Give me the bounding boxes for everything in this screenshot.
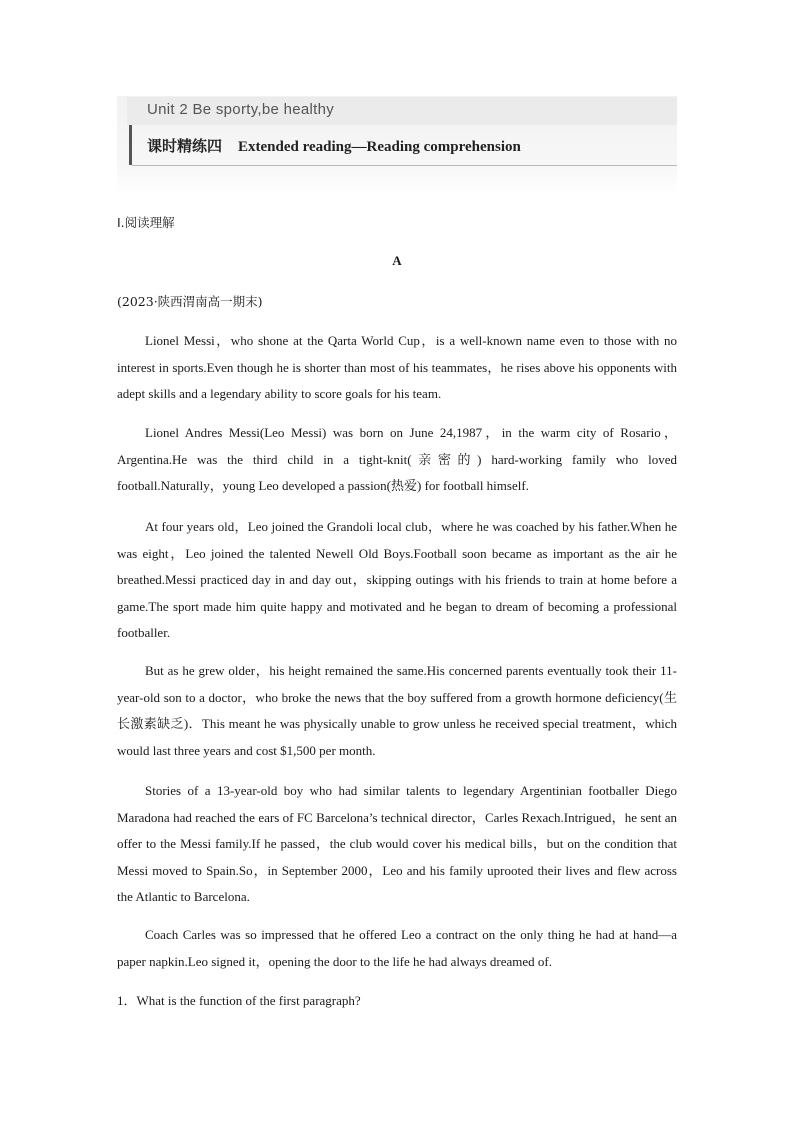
question-1: 1．What is the function of the first paragraph? xyxy=(117,993,361,1008)
lesson-title-en: Extended reading—Reading comprehension xyxy=(238,139,521,155)
passage-letter: A xyxy=(392,253,402,268)
paragraph-4: But as he grew older，his height remained the same.His concerned parents eventually took their 11-year-old son to a doctor，who broke the news that the boy suffered from a growth hormone deficiency(生长激素缺乏)．This meant he was physically unable to grow unless he received special treatment，which would last three years and cost $1,500 per month. xyxy=(117,663,677,758)
paragraph-3: At four years old，Leo joined the Grandoli local club，where he was coached by his father.When he was eight，Leo joined the talented Newell Old Boys.Football soon became as important as the air he breathed.Messi practiced day in and day out，skipping outings with his friends to train at home before a game.The sport made him quite happy and motivated and he began to dream of becoming a professional footballer. xyxy=(117,519,677,640)
unit-title: Unit 2 Be sporty,be healthy xyxy=(147,101,335,118)
paragraph-6: Coach Carles was so impressed that he offered Leo a contract on the only thing he had at hand—a paper napkin.Leo signed it，opening the door to the life he had always dreamed of. xyxy=(117,927,677,969)
paragraph-5: Stories of a 13-year-old boy who had similar talents to legendary Argentinian footballer Diego Maradona had reached the ears of FC Barcelona’s technical director，Carles Rexach.Intrigued，he sent an offer to the Messi family.If he passed，the club would cover his medical bills，but on the condition that Messi moved to Spain.So，in September 2000，Leo and his family uprooted their lives and flew across the Atlantic to Barcelona. xyxy=(117,783,677,904)
lesson-title xyxy=(147,135,521,156)
header-divider xyxy=(132,165,677,166)
lesson-title-cn: 课时精练四 xyxy=(147,137,223,155)
section-heading: Ⅰ.阅读理解 xyxy=(117,215,175,230)
paragraph-2: Lionel Andres Messi(Leo Messi) was born on June 24,1987，in the warm city of Rosario，Argentina.He was the third child in a tight-knit(亲密的) hard-working family who loved football.Naturally，young Leo developed a passion(热爱) for football himself. xyxy=(117,425,677,493)
paragraph-1: Lionel Messi，who shone at the Qarta World Cup，is a well-known name even to those with no interest in sports.Even though he is shorter than most of his teammates，he rises above his opponents with adept skills and a legendary ability to score goals for his team. xyxy=(117,333,677,401)
passage-source: (2023·陕西渭南高一期末) xyxy=(117,294,263,309)
header-accent-line xyxy=(129,125,132,165)
